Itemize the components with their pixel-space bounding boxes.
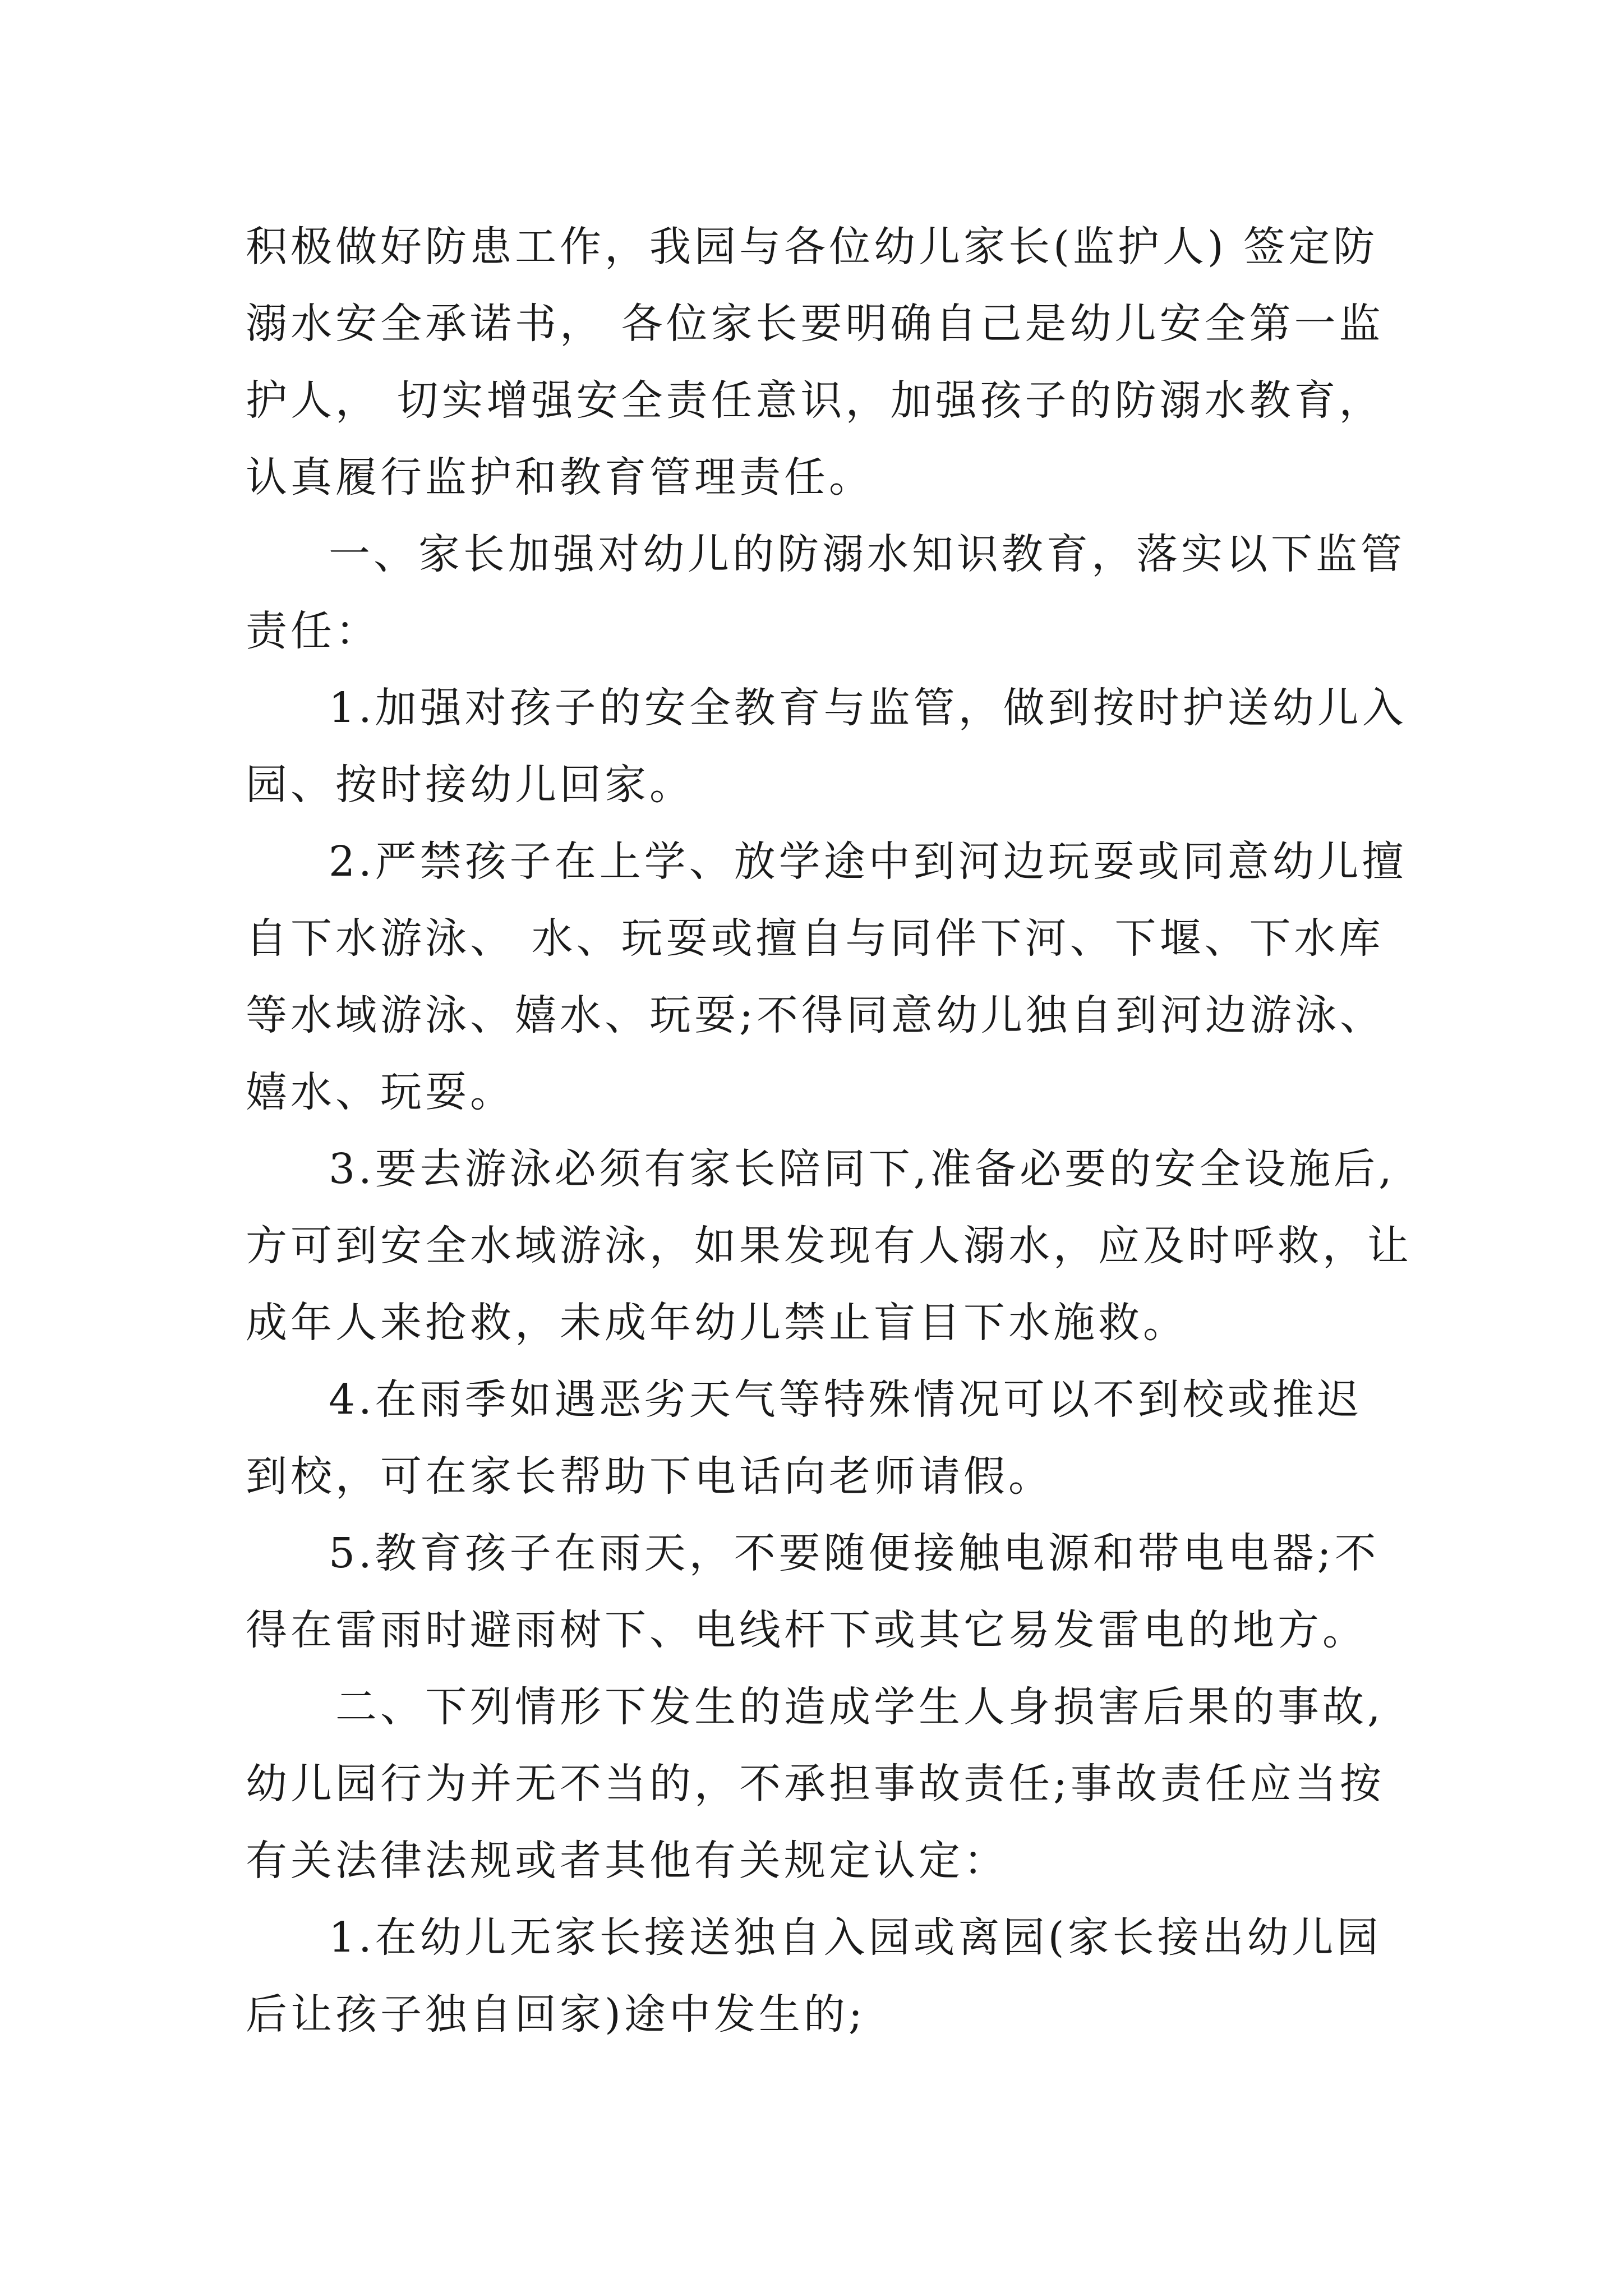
text-line: 等水域游泳、嬉水、玩耍;不得同意幼儿独自到河边游泳、 <box>246 991 1385 1039</box>
paragraph-intro <box>246 209 1384 516</box>
text-line: 积极做好防患工作，我园与各位幼儿家长(监护人) 签定防 <box>246 223 1378 271</box>
item-4 <box>246 1361 1384 1515</box>
text-line: 1.在幼儿无家长接送独自入园或离园(家长接出幼儿园 <box>329 1913 1382 1962</box>
section-heading-two <box>246 1669 1384 1899</box>
section-heading-one <box>246 516 1405 670</box>
text-line: 到校，可在家长帮助下电话向老师请假。 <box>246 1452 1053 1501</box>
text-line: 幼儿园行为并无不当的，不承担事故责任;事故责任应当按 <box>246 1760 1385 1808</box>
text-line: 护人， 切实增强安全责任意识，加强孩子的防溺水教育， <box>246 376 1384 425</box>
document-body <box>246 209 1412 2053</box>
text-line: 5.教育孩子在雨天，不要随便接触电源和带电电器;不 <box>329 1529 1380 1577</box>
text-line: 园、按时接幼儿回家。 <box>246 761 694 809</box>
item-2-1 <box>246 1899 1384 2053</box>
text-line: 2.严禁孩子在上学、放学途中到河边玩耍或同意幼儿擅 <box>329 838 1407 886</box>
text-line: 3.要去游泳必须有家长陪同下,准备必要的安全设施后, <box>329 1145 1395 1193</box>
text-line: 自下水游泳、 水、玩耍或擅自与同伴下河、下堰、下水库 <box>246 914 1384 963</box>
text-line: 认真履行监护和教育管理责任。 <box>246 453 874 501</box>
text-line: 嬉水、玩耍。 <box>246 1068 515 1116</box>
text-line: 方可到安全水域游泳，如果发现有人溺水，应及时呼救，让 <box>246 1222 1412 1270</box>
text-line: 有关法律法规或者其他有关规定认定： <box>246 1837 1008 1885</box>
text-line: 4.在雨季如遇恶劣天气等特殊情况可以不到校或推迟 <box>329 1375 1362 1424</box>
text-line: 1.加强对孩子的安全教育与监管，做到按时护送幼儿入 <box>329 684 1407 732</box>
text-line: 一、家长加强对幼儿的防溺水知识教育，落实以下监管 <box>329 530 1405 578</box>
item-2 <box>246 823 1407 1131</box>
text-line: 责任： <box>246 607 380 655</box>
text-line: 得在雷雨时避雨树下、电线杆下或其它易发雷电的地方。 <box>246 1606 1367 1654</box>
item-3 <box>246 1131 1412 1361</box>
text-line: 成年人来抢救，未成年幼儿禁止盲目下水施救。 <box>246 1299 1188 1347</box>
text-line: 溺水安全承诺书， 各位家长要明确自己是幼儿安全第一监 <box>246 300 1384 348</box>
text-line: 后让孩子独自回家)途中发生的; <box>246 1990 866 2039</box>
text-line: 二、下列情形下发生的造成学生人身损害后果的事故, <box>335 1683 1384 1731</box>
item-1 <box>246 670 1407 823</box>
item-5 <box>246 1515 1384 1669</box>
